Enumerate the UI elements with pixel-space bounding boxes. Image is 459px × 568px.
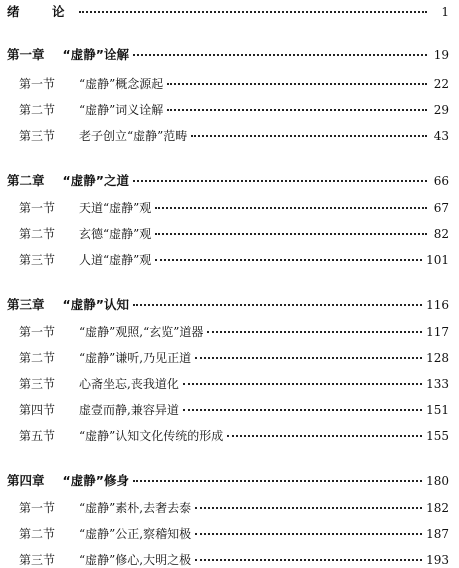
page-number: 43 bbox=[433, 129, 449, 143]
toc-section[interactable] bbox=[19, 401, 449, 418]
section-label: 第二节 bbox=[19, 527, 56, 541]
section-label: 第二节 bbox=[19, 227, 56, 241]
section-title: “虚静”观照,“玄览”道器 bbox=[79, 325, 204, 339]
section-title: “虚静”素朴,去奢去泰 bbox=[79, 501, 192, 515]
page-number: 116 bbox=[426, 298, 449, 312]
dot-leader bbox=[195, 559, 422, 561]
dot-leader bbox=[155, 207, 427, 209]
dot-leader bbox=[133, 54, 427, 56]
section-title: “虚静”词义诠解 bbox=[79, 103, 164, 117]
dot-leader bbox=[183, 409, 422, 411]
page-number: 82 bbox=[433, 227, 449, 241]
intro-title: 绪 论 bbox=[7, 4, 75, 19]
page-number: 187 bbox=[426, 527, 449, 541]
section-label: 第三节 bbox=[19, 377, 56, 391]
toc-section[interactable] bbox=[19, 551, 449, 568]
page-number: 128 bbox=[426, 351, 449, 365]
chapter-title: “虚静”之道 bbox=[62, 173, 129, 188]
section-title: “虚静”修心,大明之极 bbox=[79, 553, 192, 567]
dot-leader bbox=[195, 533, 422, 535]
page-number: 67 bbox=[433, 201, 449, 215]
chapter-title: “虚静”认知 bbox=[62, 297, 129, 312]
section-title: 人道“虚静”观 bbox=[79, 253, 152, 267]
dot-leader bbox=[133, 180, 427, 182]
section-label: 第三节 bbox=[19, 553, 56, 567]
dot-leader bbox=[191, 135, 427, 137]
section-label: 第一节 bbox=[19, 201, 56, 215]
chapter-label: 第一章 bbox=[7, 47, 45, 62]
dot-leader bbox=[167, 109, 427, 111]
toc-chapter-2[interactable] bbox=[7, 171, 449, 189]
page-number: 117 bbox=[426, 325, 449, 339]
section-label: 第一节 bbox=[19, 77, 56, 91]
section-title: “虚静”谦听,乃见正道 bbox=[79, 351, 192, 365]
chapter-label: 第四章 bbox=[7, 473, 45, 488]
section-title: 老子创立“虚静”范畴 bbox=[79, 129, 188, 143]
page-number: 193 bbox=[426, 553, 449, 567]
dot-leader bbox=[133, 480, 422, 482]
section-label: 第五节 bbox=[19, 429, 56, 443]
page-number: 133 bbox=[426, 377, 449, 391]
dot-leader bbox=[227, 435, 422, 437]
chapter-label: 第二章 bbox=[7, 173, 45, 188]
section-label: 第二节 bbox=[19, 103, 56, 117]
toc-section[interactable] bbox=[19, 127, 449, 144]
section-label: 第二节 bbox=[19, 351, 56, 365]
section-title: “虚静”认知文化传统的形成 bbox=[79, 429, 224, 443]
dot-leader bbox=[207, 331, 422, 333]
section-label: 第一节 bbox=[19, 501, 56, 515]
page-number: 1 bbox=[441, 5, 449, 19]
page-number: 22 bbox=[433, 77, 449, 91]
toc-section[interactable] bbox=[19, 499, 449, 516]
toc-section[interactable] bbox=[19, 101, 449, 118]
page-number: 182 bbox=[426, 501, 449, 515]
section-label: 第三节 bbox=[19, 129, 56, 143]
section-title: “虚静”公正,察稽知极 bbox=[79, 527, 192, 541]
page-number: 151 bbox=[426, 403, 449, 417]
section-title: 玄德“虚静”观 bbox=[79, 227, 152, 241]
section-title: “虚静”概念源起 bbox=[79, 77, 164, 91]
toc-section[interactable] bbox=[19, 349, 449, 366]
page-number: 180 bbox=[426, 474, 449, 488]
toc-section[interactable] bbox=[19, 75, 449, 92]
dot-leader bbox=[195, 357, 422, 359]
section-label: 第三节 bbox=[19, 253, 56, 267]
toc-section[interactable] bbox=[19, 225, 449, 242]
section-title: 心斋坐忘,丧我道化 bbox=[79, 377, 179, 391]
page-number: 66 bbox=[433, 174, 449, 188]
toc-section[interactable] bbox=[19, 427, 449, 444]
section-title: 虚壹而静,兼容异道 bbox=[79, 403, 179, 417]
toc-section[interactable] bbox=[19, 375, 449, 392]
page-number: 19 bbox=[433, 48, 449, 62]
dot-leader bbox=[155, 233, 427, 235]
toc-chapter-3[interactable] bbox=[7, 295, 449, 313]
chapter-title: “虚静”诠解 bbox=[62, 47, 129, 62]
chapter-label: 第三章 bbox=[7, 297, 45, 312]
dot-leader bbox=[167, 83, 427, 85]
toc-section[interactable] bbox=[19, 251, 449, 268]
toc-chapter-1[interactable] bbox=[7, 45, 449, 63]
dot-leader bbox=[155, 259, 422, 261]
toc-intro[interactable] bbox=[7, 2, 449, 20]
section-title: 天道“虚静”观 bbox=[79, 201, 152, 215]
dot-leader bbox=[79, 11, 427, 13]
section-label: 第四节 bbox=[19, 403, 56, 417]
page-number: 29 bbox=[433, 103, 449, 117]
dot-leader bbox=[195, 507, 422, 509]
page-number: 101 bbox=[426, 253, 449, 267]
dot-leader bbox=[133, 304, 422, 306]
toc-section[interactable] bbox=[19, 199, 449, 216]
dot-leader bbox=[183, 383, 422, 385]
toc-section[interactable] bbox=[19, 525, 449, 542]
toc-chapter-4[interactable] bbox=[7, 471, 449, 489]
toc-section[interactable] bbox=[19, 323, 449, 340]
chapter-title: “虚静”修身 bbox=[62, 473, 129, 488]
page-number: 155 bbox=[426, 429, 449, 443]
section-label: 第一节 bbox=[19, 325, 56, 339]
